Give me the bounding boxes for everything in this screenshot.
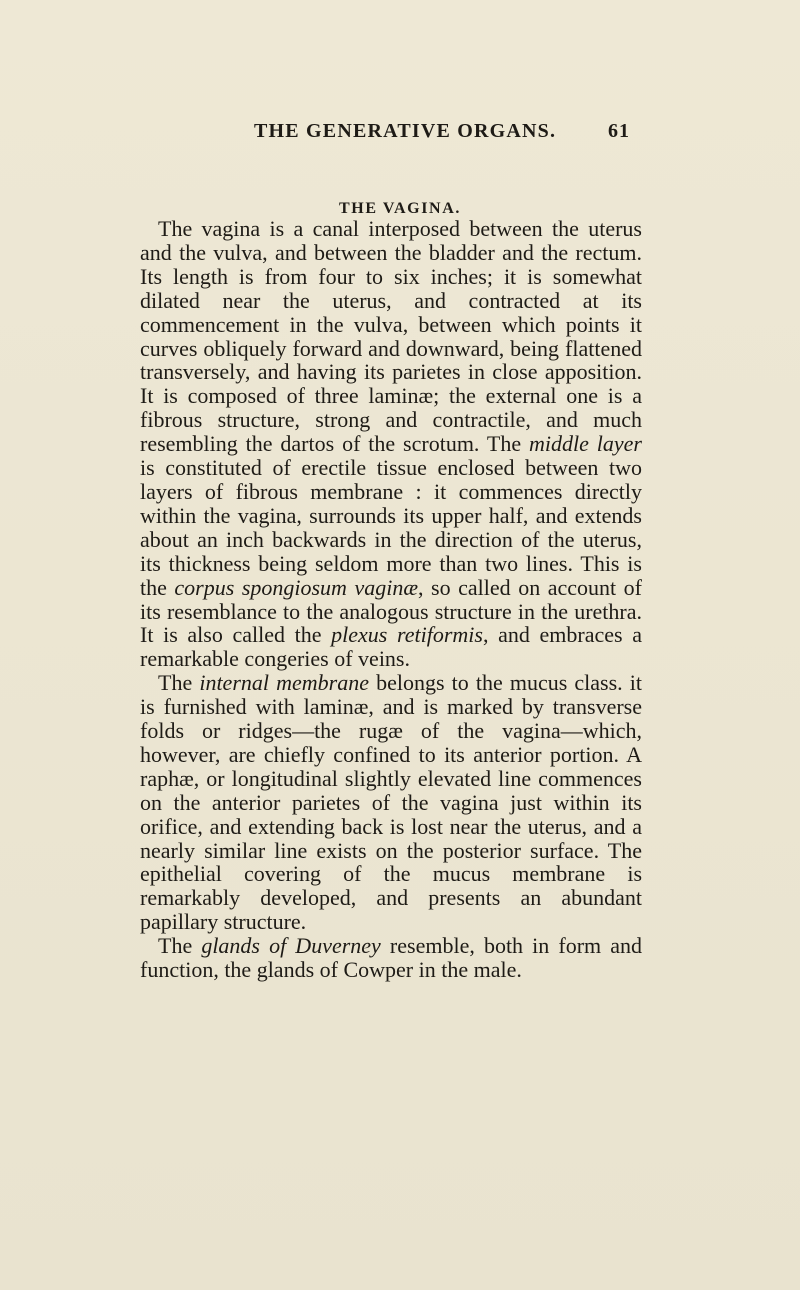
text-span: The vagina is a canal interposed between the uterus and the vulva, and between the bladder and the rectum. Its length is from four to six inches; it is somewhat dilated near the uterus, and contracted at its commencement in the vulva, between which points it curves obliquely forward and downward, being flattened transversely, and having its parietes in close apposition. It is composed of three laminæ; the external one is a fibrous structure, strong and contractile, and much resembling the dartos of the scrotum. The [140, 216, 642, 457]
paragraph-1 [140, 217, 642, 671]
text-span: , and embraces a remarkable congeries of veins. [140, 622, 642, 672]
text-span: The [158, 670, 200, 696]
text-span: The [158, 933, 202, 959]
italic-term-internal-membrane: internal membrane [199, 670, 369, 696]
italic-term-middle-layer: middle layer [529, 431, 642, 457]
paragraph-2 [140, 671, 642, 934]
italic-term-glands-of-duverney: glands of Duverney [201, 933, 381, 959]
text-span: belongs to the mucus class. it is furnished with laminæ, and is marked by transverse folds or ridges—the rugæ of the vagina—which, however, are chiefly confined to its anterior portion. A raphæ, or longitudinal slightly elevated line commences on the anterior parietes of the vagina just within its orifice, and extending back is lost near the uterus, and a nearly similar line exists on the posterior surface. The epithelial covering of the mucus membrane is remarkably developed, and presents an abundant papillary structure. [140, 670, 643, 935]
text-span: is constituted of erectile tissue enclosed between two layers of fibrous membrane : it commences directly within the vagina, surrounds its upper half, and extends about an inch backwards in the direction of the uterus, its thickness being seldom more than two lines. This is the [140, 455, 642, 600]
text-span: , so called on account of its resemblance to the analogous structure in the urethra. It is also called the [140, 574, 642, 648]
section-title: THE VAGINA. [339, 200, 461, 217]
text-span: resemble, both in form and function, the glands of Cowper in the male. [140, 933, 643, 983]
running-head: THE GENERATIVE ORGANS. [254, 120, 557, 142]
page-number: 61 [608, 120, 630, 142]
paragraph-3 [140, 934, 642, 982]
italic-term-plexus-retiformis: plexus retiformis [331, 622, 483, 648]
italic-term-corpus-spongiosum: corpus spongiosum vaginæ [174, 574, 419, 600]
body-text [140, 217, 642, 982]
